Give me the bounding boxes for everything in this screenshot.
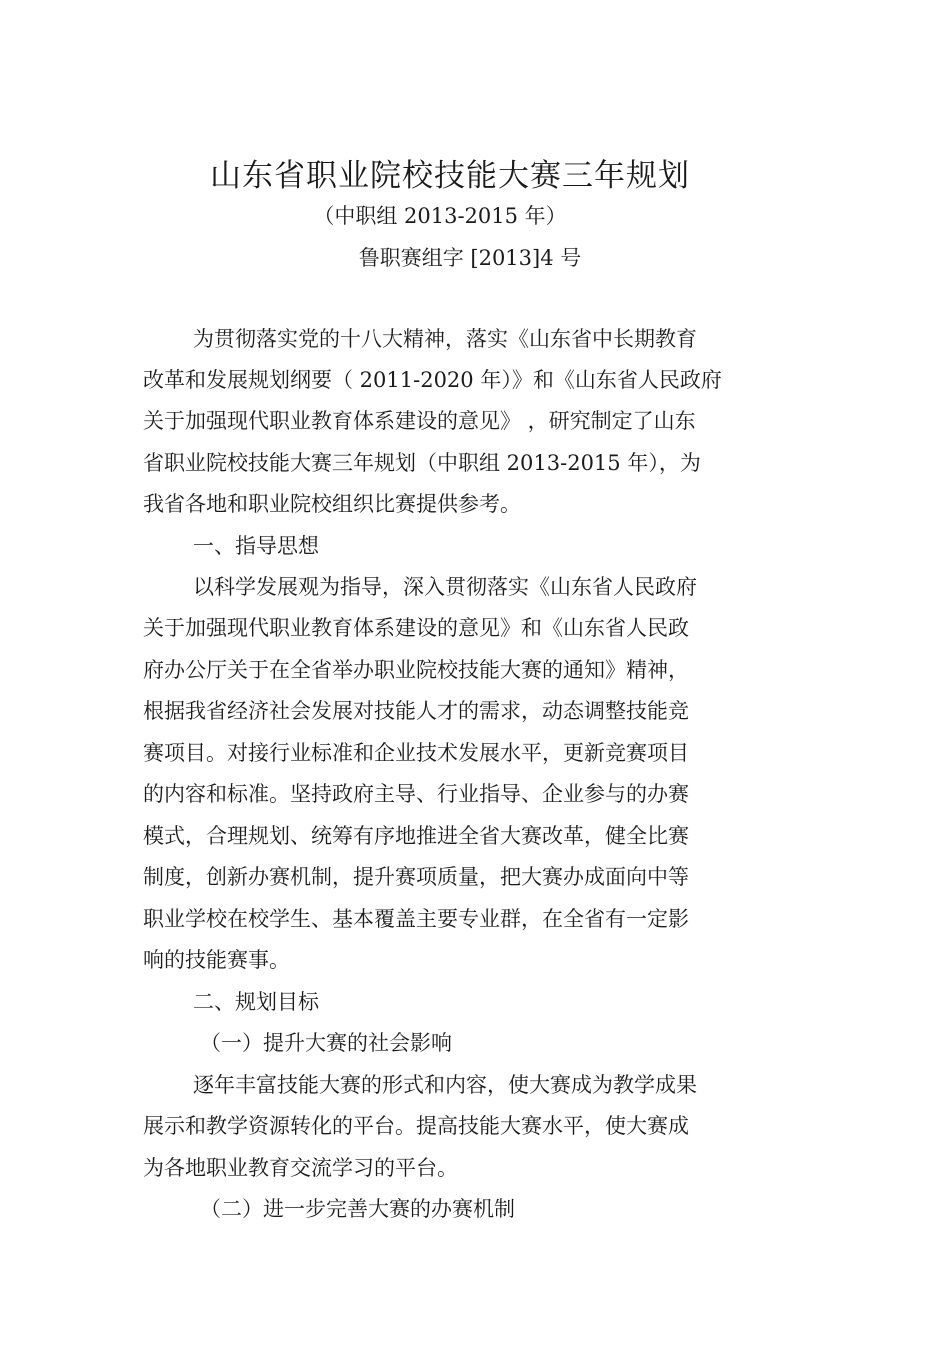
paragraph-line: 以科学发展观为指导，深入贯彻落实《山东省人民政府: [193, 575, 697, 599]
paragraph-line: 为各地职业教育交流学习的平台。: [143, 1156, 458, 1180]
document-number: 鲁职赛组字 [2013]4 号: [358, 246, 582, 270]
paragraph-line: 逐年丰富技能大赛的形式和内容，使大赛成为教学成果: [193, 1073, 697, 1097]
paragraph-line: 我省各地和职业院校组织比赛提供参考。: [143, 492, 521, 516]
paragraph-line: 改革和发展规划纲要（ 2011-2020 年）》和《山东省人民政府: [143, 368, 722, 392]
paragraph-line: 响的技能赛事。: [143, 948, 290, 972]
paragraph-line: 府办公厅关于在全省举办职业院校技能大赛的通知》精神，: [143, 658, 689, 682]
paragraph-line: 展示和教学资源转化的平台。提高技能大赛水平，使大赛成: [143, 1114, 689, 1138]
subsection-heading: （二）进一步完善大赛的办赛机制: [200, 1197, 515, 1221]
paragraph-line: 模式，合理规划、统筹有序地推进全省大赛改革，健全比赛: [143, 824, 689, 848]
section-heading: 二、规划目标: [193, 990, 319, 1014]
document-subtitle: （中职组 2013-2015 年）: [313, 204, 567, 228]
document-title: 山东省职业院校技能大赛三年规划: [210, 158, 690, 194]
paragraph-line: 为贯彻落实党的十八大精神，落实《山东省中长期教育: [193, 327, 697, 351]
paragraph-line: 赛项目。对接行业标准和企业技术发展水平，更新竞赛项目: [143, 741, 689, 765]
paragraph-line: 关于加强现代职业教育体系建设的意见》和《山东省人民政: [143, 616, 689, 640]
paragraph-line: 的内容和标准。坚持政府主导、行业指导、企业参与的办赛: [143, 782, 689, 806]
paragraph-line: 制度，创新办赛机制，提升赛项质量，把大赛办成面向中等: [143, 865, 689, 889]
paragraph-line: 根据我省经济社会发展对技能人才的需求，动态调整技能竞: [143, 699, 689, 723]
section-heading: 一、指导思想: [193, 534, 319, 558]
paragraph-line: 省职业院校技能大赛三年规划（中职组 2013-2015 年），为: [143, 451, 701, 475]
paragraph-line: 职业学校在校学生、基本覆盖主要专业群，在全省有一定影: [143, 907, 689, 931]
paragraph-line: 关于加强现代职业教育体系建设的意见》 ，研究制定了山东: [143, 409, 696, 433]
subsection-heading: （一）提升大赛的社会影响: [200, 1031, 452, 1055]
